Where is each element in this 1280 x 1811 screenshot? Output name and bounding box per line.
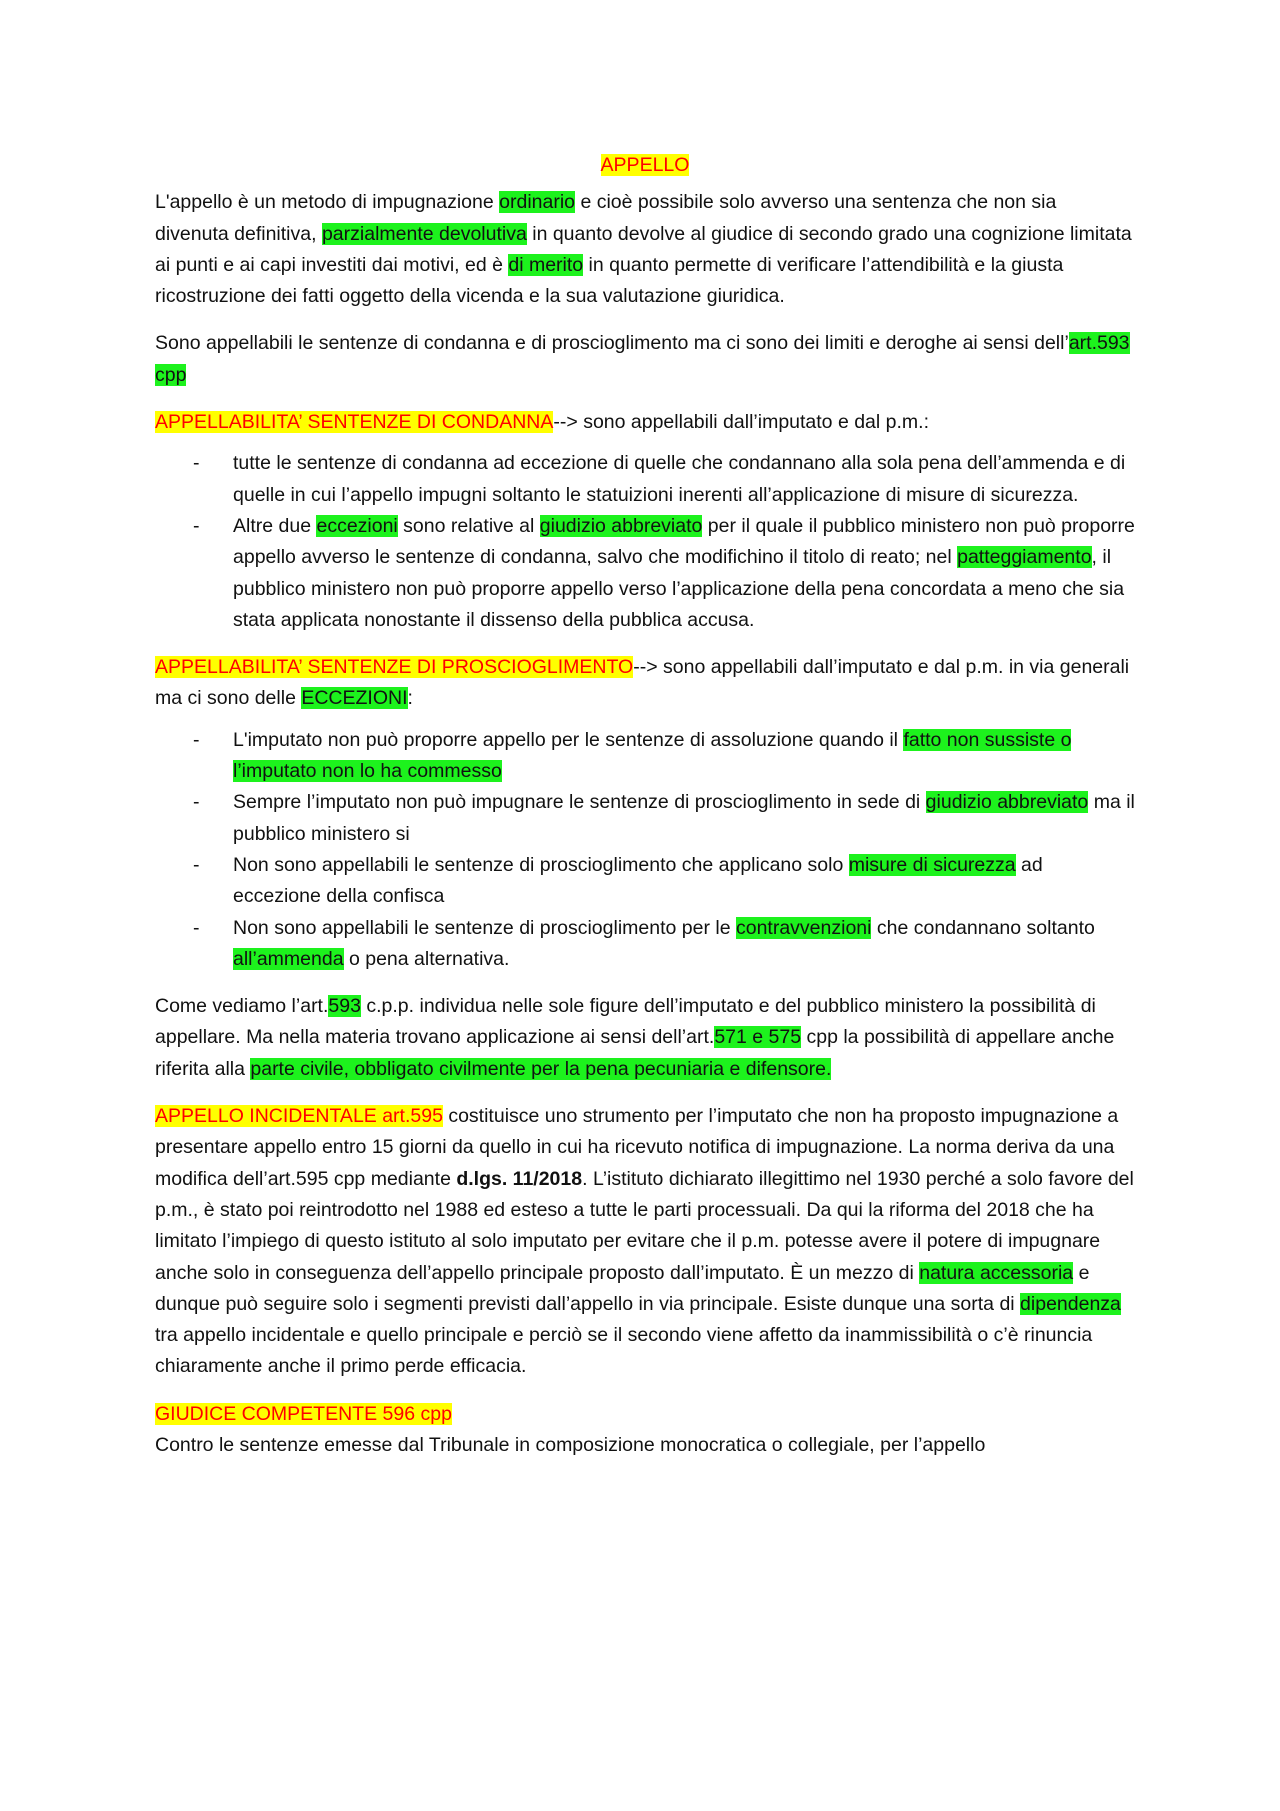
proscioglimento-list <box>155 725 1135 975</box>
highlight-ordinario: ordinario <box>499 191 576 214</box>
appello-incidentale-paragraph: APPELLO INCIDENTALE art.595 costituisce uno strumento per l’imputato che non ha proposto impugnazione a presentare appello entro 15 giorni da quello in cui ha ricevuto notifica di impugnazione. La norma deriva da una modifica dell’art.595 cpp mediante d.lgs. 11/2018. L’istituto dichiarato illegittimo nel 1930 perché a solo favore del p.m., è stato poi reintrodotto nel 1988 ed esteso a tutte le parti processuali. Da qui la riforma del 2018 che ha limitato l’impiego di questo istituto al solo imputato per evitare che il p.m. potesse avere il potere di impugnare anche solo in conseguenza dell’appello principale proposto dall’imputato. È un mezzo di natura accessoria e dunque può seguire solo i segmenti previsti dall’appello in via principale. Esiste dunque una sorta di dipendenza tra appello incidentale e quello principale e perciò se il secondo viene affetto da inammissibilità o c’è rinuncia chiaramente anche il primo perde efficacia. <box>155 1105 1134 1378</box>
intro-paragraph: L'appello è un metodo di impugnazione ordinario e cioè possibile solo avverso una sentenza che non sia divenuta definitiva, parzialmente devolutiva in quanto devolve al giudice di secondo grado una cognizione limitata ai punti e ai capi investiti dai motivi, ed è di merito in quanto permette di verificare l’attendibilità e la giusta ricostruzione dei fatti oggetto della vicenda e la sua valutazione giuridica. <box>155 191 1132 308</box>
section-condanna-intro: APPELLABILITA’ SENTENZE DI CONDANNA--> sono appellabili dall’imputato e dal p.m.: <box>155 411 929 434</box>
highlight-di-merito: di merito <box>508 253 584 276</box>
appellabili-paragraph: Sono appellabili le sentenze di condanna e di proscioglimento ma ci sono dei limiti e deroghe ai sensi dell’art.593 cpp <box>155 332 1130 386</box>
highlight-parzialmente-devolutiva: parzialmente devolutiva <box>321 222 527 245</box>
list-item: - Altre due eccezioni sono relative al giudizio abbreviato per il quale il pubblico ministero non può proporre appello avverso le sentenze di condanna, salvo che modifichino il titolo di reato; nel patteggiamento, il pubblico ministero non può proporre appello verso l’applicazione della pena concordata a meno che sia stata applicata nonostante il dissenso della pubblica accusa. <box>155 511 1135 636</box>
condanna-list <box>155 448 1135 636</box>
document-title: APPELLO <box>600 154 690 176</box>
section-proscioglimento-intro: APPELLABILITA’ SENTENZE DI PROSCIOGLIMENTO--> sono appellabili dall’imputato e dal p.m. in via generali ma ci sono delle ECCEZIONI: <box>155 656 1130 710</box>
section-heading-giudice: GIUDICE COMPETENTE 596 cpp <box>155 1402 452 1425</box>
list-item: - L'imputato non può proporre appello per le sentenze di assoluzione quando il fatto non sussiste o l’imputato non lo ha commesso <box>155 725 1135 788</box>
highlight-art593: art.593 cpp <box>155 332 1130 386</box>
list-item: - Non sono appellabili le sentenze di proscioglimento per le contravvenzioni che condannano soltanto all’ammenda o pena alternativa. <box>155 913 1135 976</box>
list-item: - Non sono appellabili le sentenze di proscioglimento che applicano solo misure di sicurezza ad eccezione della confisca <box>155 850 1135 913</box>
section-heading-incidentale: APPELLO INCIDENTALE art.595 <box>155 1105 443 1128</box>
list-item: - tutte le sentenze di condanna ad eccezione di quelle che condannano alla sola pena dell’ammenda e di quelle in cui l’appello impugni soltanto le statuizioni inerenti all’applicazione di misure di sicurezza. <box>155 448 1135 511</box>
list-item: - Sempre l’imputato non può impugnare le sentenze di proscioglimento in sede di giudizio abbreviato ma il pubblico ministero si <box>155 787 1135 850</box>
section-heading-condanna: APPELLABILITA’ SENTENZE DI CONDANNA <box>155 411 554 434</box>
document-page <box>155 150 1135 1461</box>
section-heading-proscioglimento: APPELLABILITA’ SENTENZE DI PROSCIOGLIMENTO <box>155 656 634 679</box>
soggetti-paragraph: Come vediamo l’art.593 c.p.p. individua nelle sole figure dell’imputato e del pubblico ministero la possibilità di appellare. Ma nella materia trovano applicazione ai sensi dell’art.571 e 575 cpp la possibilità di appellare anche riferita alla parte civile, obbligato civilmente per la pena pecuniaria e difensore. <box>155 995 1115 1080</box>
giudice-competente-paragraph: GIUDICE COMPETENTE 596 cpp Contro le sentenze emesse dal Tribunale in composizione monocratica o collegiale, per l’appello <box>155 1402 986 1456</box>
